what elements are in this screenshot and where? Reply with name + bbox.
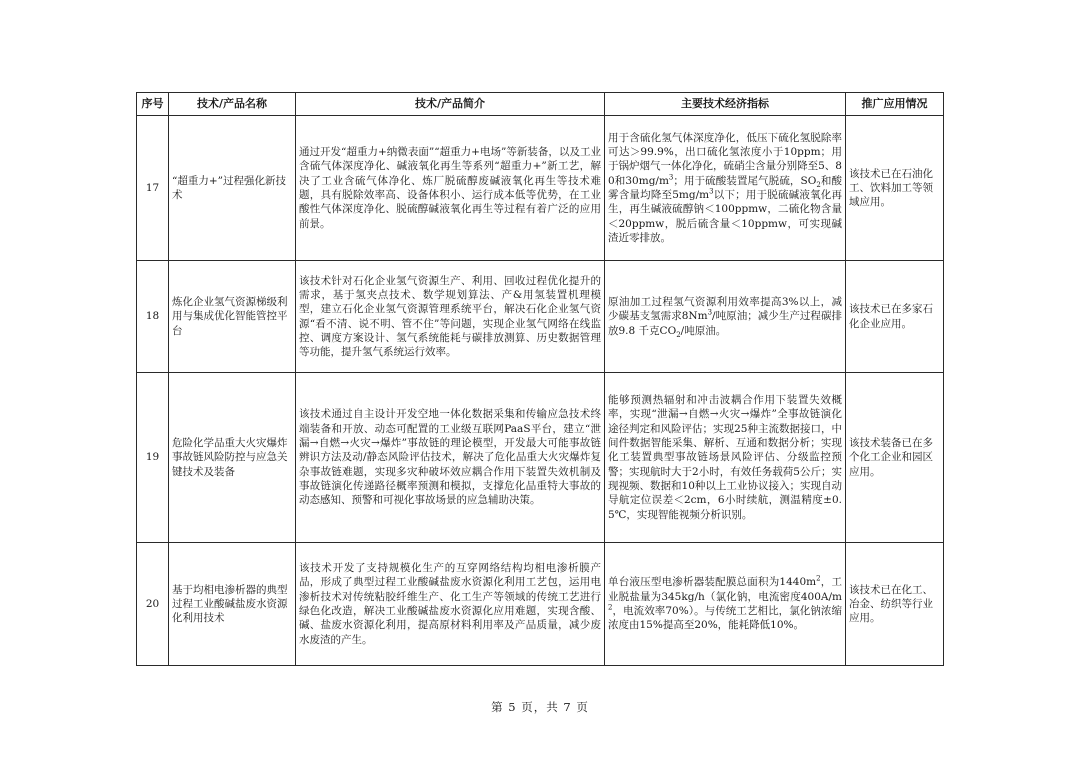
table-header-row xyxy=(137,93,944,116)
row-application: 该技术已在多家石化企业应用。 xyxy=(846,261,944,373)
table-row xyxy=(137,373,944,543)
header-desc: 技术/产品简介 xyxy=(296,93,605,116)
row-application: 该技术装备已在多个化工企业和园区应用。 xyxy=(846,373,944,543)
row-desc: 该技术开发了支持规模化生产的互穿网络结构均相电渗析膜产品，形成了典型过程工业酸碱盐废水资源化利用工艺包，运用电渗析技术对传统粘胶纤维生产、化工生产等领域的传统工艺进行绿色化改造，解决工业酸碱盐废水资源化应用难题，实现含酸、碱、盐废水资源化利用，提高原材料利用率及产品质量，减少废水废渣的产生。 xyxy=(296,543,605,666)
row-indicators xyxy=(605,543,846,666)
indicator-text: /吨原油；减少生产过程碳排放9.8 千克CO xyxy=(608,310,842,337)
table-row xyxy=(137,543,944,666)
superscript: 2 xyxy=(608,603,613,612)
superscript: 2 xyxy=(816,574,821,583)
indicator-text: ；用于硫酸装置尾气脱硫，SO xyxy=(673,174,817,187)
table-row xyxy=(137,116,944,261)
indicator-text: 原油加工过程氢气资源利用效率提高3%以上，减少碳基支氢需求8Nm xyxy=(608,296,842,323)
row-desc: 该技术通过自主设计开发空地一体化数据采集和传输应急技术终端装备和开放、动态可配置的工业级互联网PaaS平台，建立“泄漏→自燃→火灾→爆炸”事故链的理论模型，开发最大可能事故链辨识方法及动/静态风险评估技术，解决了危化品重大火灾爆炸复杂事故链难题，实现多灾种破坏效应耦合作用下装置失效机制及事故链演化传递路径概率预测和模拟，支撑危化品重特大事故的动态感知、预警和可视化事故场景的应急辅助决策。 xyxy=(296,373,605,543)
indicator-text: /吨原油。 xyxy=(680,324,727,337)
row-application: 该技术已在化工、冶金、纺织等行业应用。 xyxy=(846,543,944,666)
row-name: 基于均相电渗析器的典型过程工业酸碱盐废水资源化利用技术 xyxy=(169,543,296,666)
indicator-text: ，电流效率70%）。与传统工艺相比，氯化钠浓缩浓度由15%提高至20%，能耗降低10%。 xyxy=(608,605,842,632)
superscript: 3 xyxy=(707,308,713,317)
row-indicators xyxy=(605,261,846,373)
row-name: 危险化学品重大火灾爆炸事故链风险防控与应急关键技术及装备 xyxy=(169,373,296,543)
header-indicators: 主要技术经济指标 xyxy=(605,93,846,116)
row-no: 20 xyxy=(137,543,169,666)
indicator-text: 单台液压型电渗析器装配膜总面积为1440m xyxy=(608,576,817,589)
technology-table xyxy=(136,92,944,666)
page-footer: 第 5 页，共 7 页 xyxy=(491,700,589,714)
table-row xyxy=(137,261,944,373)
row-no: 18 xyxy=(137,261,169,373)
subscript: 2 xyxy=(676,330,681,339)
subscript: 2 xyxy=(816,180,821,189)
row-no: 17 xyxy=(137,116,169,261)
row-application: 该技术已在石油化工、饮料加工等领域应用。 xyxy=(846,116,944,261)
row-desc: 通过开发“超重力+纳微表面”“超重力+电场”等新装备，以及工业含硫气体深度净化、碱液氧化再生等系列“超重力+”新工艺，解决了工业含硫气体净化、炼厂脱硫醇废碱液氧化再生等技术难题，具有脱除效率高、设备体积小、运行成本低等优势，在工业酸性气体深度净化、脱硫醇碱液氧化再生等过程有着广泛的应用前景。 xyxy=(296,116,605,261)
indicator-text: 和酸雾含量均降至5mg/m xyxy=(608,174,842,201)
indicator-text: 用于含硫化氢气体深度净化，低压下硫化氢脱除率可达＞99.9%，出口硫化氢浓度小于10ppm；用于锅炉烟气一体化净化，硫硝尘含量分别降至5、80和30mg/m xyxy=(608,131,842,187)
row-indicators xyxy=(605,116,846,261)
row-desc: 该技术针对石化企业氢气资源生产、利用、回收过程优化提升的需求，基于氢夹点技术、数学规划算法、产&用氢装置机理模型，建立石化企业氢气资源管理系统平台，解决石化企业氢气资源“看不清、说不明、管不住”等问题，实现企业氢气网络在线监控、调度方案设计、氢气系统能耗与碳排放测算、历史数据管理等功能，提升氢气系统运行效率。 xyxy=(296,261,605,373)
row-indicators: 能够预测热辐射和冲击波耦合作用下装置失效概率，实现“泄漏→自燃→火灾→爆炸”全事故链演化途径判定和风险评估；实现25种主流数据接口，中间件数据智能采集、解析、互通和数据分析；实现化工装置典型事故链场景风险评估、分级监控预警；实现航时大于2小时，有效任务载荷5公斤；实现视频、数据和10种以上工业协议接入；实现自动导航定位误差＜2cm，6小时续航，测温精度±0.5℃，实现智能视频分析识别。 xyxy=(605,373,846,543)
row-name: 炼化企业氢气资源梯级利用与集成优化智能管控平台 xyxy=(169,261,296,373)
header-application: 推广应用情况 xyxy=(846,93,944,116)
superscript: 3 xyxy=(709,187,714,196)
row-no: 19 xyxy=(137,373,169,543)
indicator-text: ，工业脱盐量为345kg/h（氯化钠，电流密度400A/m xyxy=(608,576,843,603)
superscript: 3 xyxy=(668,173,674,182)
header-no: 序号 xyxy=(137,93,169,116)
indicator-text: 以下；用于脱硫碱液氧化再生，再生碱液硫醇钠＜100ppmw，二硫化物含量＜20ppmw，脱后硫含量＜10ppmw，可实现碱渣近零排放。 xyxy=(608,189,842,244)
header-name: 技术/产品名称 xyxy=(169,93,296,116)
row-name: “超重力+”过程强化新技术 xyxy=(169,116,296,261)
